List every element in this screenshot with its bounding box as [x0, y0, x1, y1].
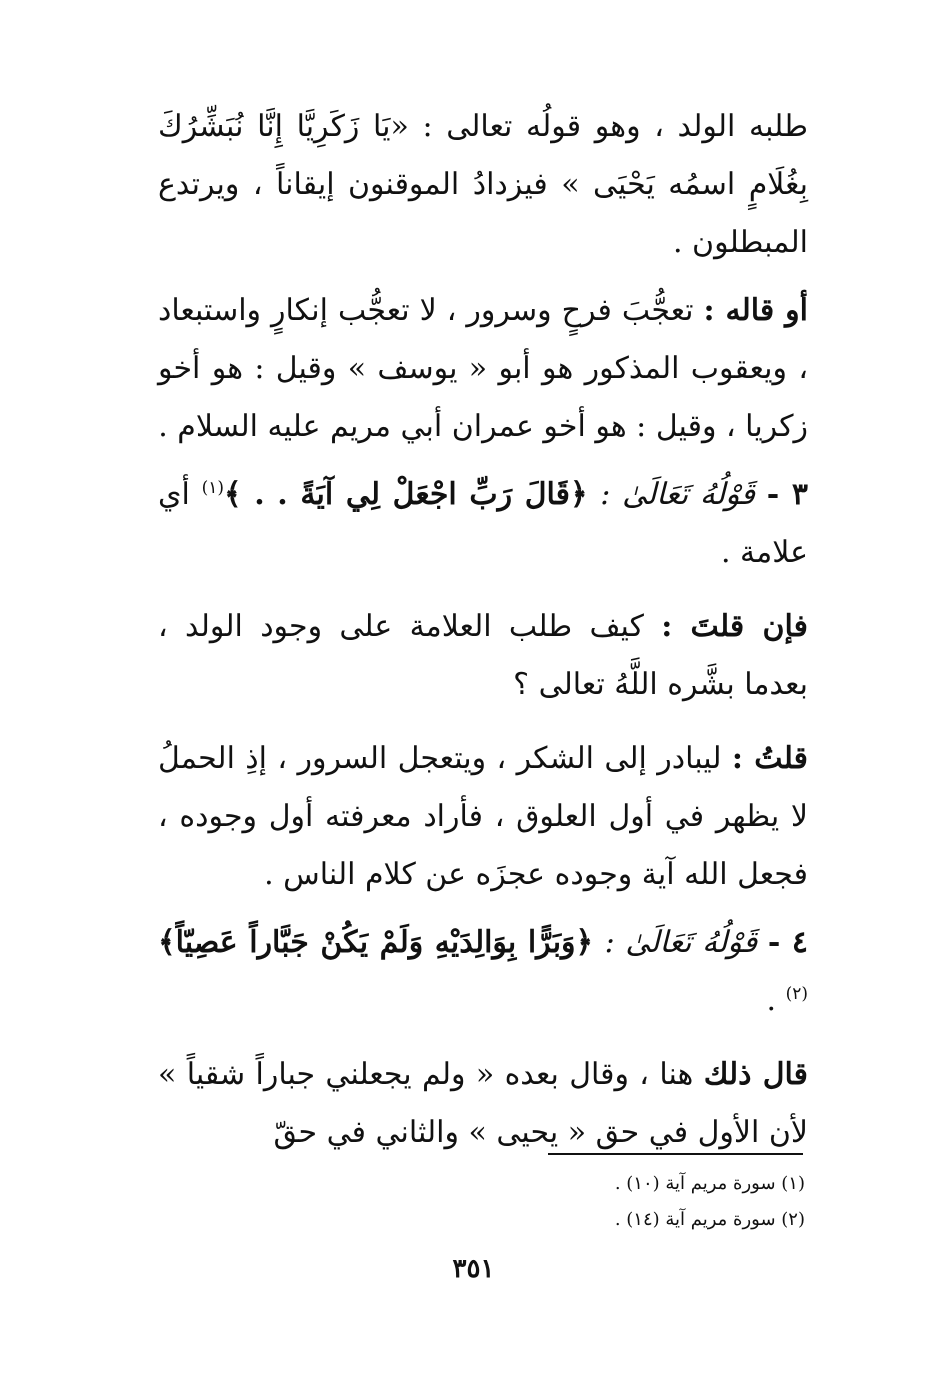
footnotes	[450, 1166, 805, 1238]
paragraph-1-text: طلبه الولد ، وهو قولُه تعالى : «يَا زَكَرِيَّا إِنَّا نُبَشِّرُكَ بِغُلَامٍ اسمُه يَحْيَى » فيزدادُ الموقنون إيقاناً ، ويرتدع المبطلون .	[158, 109, 808, 260]
paragraph-5-text: ليبادر إلى الشكر ، ويتعجل السرور ، إذِ الحملُ لا يظهر في أول العلوق ، فأراد معرفته أول وجوده ، فجعل الله آية وجوده عجزَه عن كلام الناس .	[158, 741, 808, 892]
paragraph-2-lead: أو قاله :	[703, 293, 808, 328]
paragraph-2-text: تعجُّبَ فرحٍ وسرور ، لا تعجُّب إنكارٍ واستبعاد ، ويعقوب المذكور هو أبو « يوسف » وقيل : هو أخو زكريا ، وقيل : هو أخو عمران أبي مريم عليه السلام .	[158, 293, 808, 444]
paragraph-7-lead: قال ذلك	[703, 1057, 808, 1092]
page-number: ٣٥١	[452, 1254, 495, 1284]
quran-intro-4: قَوْلُهُ تَعَالَىٰ :	[604, 925, 758, 960]
quran-intro-3: قَوْلُهُ تَعَالَىٰ :	[600, 477, 755, 512]
footnote-ref-2: (٢)	[785, 984, 808, 1004]
footnote-2: (٢) سورة مريم آية (١٤) .	[614, 1209, 805, 1230]
paragraph-3-text: أي علامة .	[158, 477, 808, 570]
footnote-ref-1: (١)	[201, 478, 224, 498]
item-number-4: ٤ -	[767, 925, 808, 960]
paragraph-7-text: هنا ، وقال بعده « ولم يجعلني جباراً شقياً » لأن الأول في حق « يحيى » والثاني في حقّ	[158, 1057, 808, 1150]
paragraph-4-text: كيف طلب العلامة على وجود الولد ، بعدما بشَّره اللَّهُ تعالى ؟	[158, 609, 808, 702]
paragraph-6	[158, 914, 808, 1030]
paragraph-3	[158, 466, 808, 582]
main-text	[158, 98, 808, 1172]
paragraph-5-lead: قلتُ :	[731, 741, 809, 776]
paragraph-4-lead: فإن قلتَ :	[661, 609, 808, 644]
quran-verse-4: ﴿وَبَرًّا بِوَالِدَيْهِ وَلَمْ يَكُنْ جَبَّاراً عَصِيّاً﴾	[158, 925, 605, 960]
paragraph-7	[158, 1046, 808, 1162]
paragraph-1	[158, 98, 808, 272]
paragraph-5	[158, 730, 808, 904]
paragraph-4	[158, 598, 808, 714]
paragraph-2	[158, 282, 808, 456]
item-number-3: ٣ -	[766, 477, 808, 512]
footnote-divider	[548, 1153, 803, 1155]
paragraph-6-text: .	[766, 983, 786, 1018]
footnote-1: (١) سورة مريم آية (١٠) .	[614, 1173, 805, 1194]
quran-verse-3: ﴿قَالَ رَبِّ اجْعَلْ لِي آيَةً . . ﴾	[223, 477, 601, 512]
